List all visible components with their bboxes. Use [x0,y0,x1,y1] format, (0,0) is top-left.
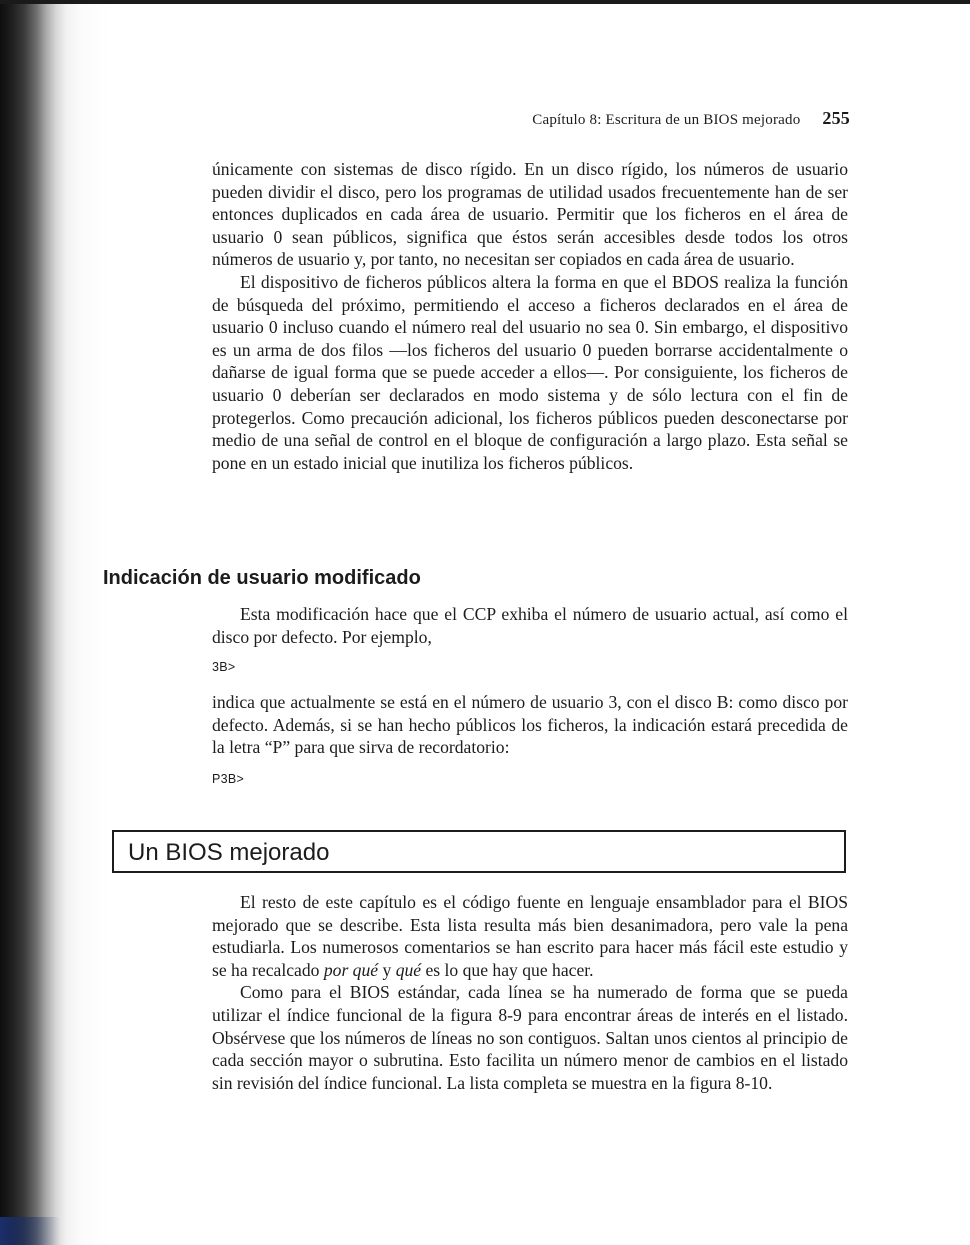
indicacion-paragraph-2: indica que actualmente se está en el número de usuario 3, con el disco B: como disco por defecto. Además, si se han hecho públicos los ficheros, la indicación estará precedida de la letra “P” para que sirva de recordatorio: [212,692,848,758]
intro-text [212,158,848,474]
bios-paragraph-2: Como para el BIOS estándar, cada línea se ha numerado de forma que se pueda utilizar el índice funcional de la figura 8-9 para encontrar áreas de interés en el listado. Obsérvese que los números de líneas no son contiguos. Saltan unos cientos al principio de cada sección mayor o subrutina. Esto facilita un número menor de cambios en el listado sin revisión del índice funcional. La lista completa se muestra en la figura 8-10. [212,982,848,1093]
intro-paragraph-2: El dispositivo de ficheros públicos altera la forma en que el BDOS realiza la función de búsqueda del próximo, permitiendo el acceso a ficheros declarados en el área de usuario 0 incluso cuando el número real del usuario no sea 0. Sin embargo, el dispositivo es un arma de dos filos —los ficheros del usuario 0 pueden borrarse accidentalmente o dañarse de igual forma que se puede acceder a ellos—. Por consiguiente, los ficheros de usuario 0 deberían ser declarados en modo sistema y de sólo lectura con el fin de protegerlos. Como precaución adicional, los ficheros públicos pueden desconectarse por medio de una señal de control en el bloque de configuración a largo plazo. Esta señal se pone en un estado inicial que inutiliza los ficheros públicos. [212,271,848,473]
emphasis-que: qué [395,959,422,980]
prompt-example-1: 3B> [212,660,236,674]
prompt-example-2: P3B> [212,772,245,786]
section-heading-bios: Un BIOS mejorado [128,839,330,866]
indicacion-paragraph-1: Esta modificación hace que el CCP exhiba el número de usuario actual, así como el disco por defecto. Por ejemplo, [212,604,848,647]
page-top-edge [0,0,970,4]
running-title: Capítulo 8: Escritura de un BIOS mejorado [532,112,801,128]
scan-edge-mark [0,1217,60,1245]
running-header [290,108,850,129]
bios-paragraph-1-part-a: El resto de este capítulo es el código fuente en lenguaje ensamblador para el BIOS mejorado que se describe. Esta lista resulta más bien desanimadora, pero vale la pena estudiarla. Los numerosos comentarios se han escrito para hacer más fácil este estudio y se ha recalcado [212,892,848,980]
bios-text [212,891,848,1094]
page-number: 255 [822,108,850,128]
emphasis-por-que: por qué [323,959,379,980]
bios-paragraph-1 [212,891,848,981]
bios-paragraph-1-part-b: y [378,959,396,980]
section-heading-indicacion: Indicación de usuario modificado [103,567,421,589]
indicacion-text-1 [212,603,848,648]
section-title-box [112,830,846,873]
indicacion-text-2 [212,691,848,759]
bios-paragraph-1-part-c: es lo que hay que hacer. [421,959,594,980]
intro-paragraph-1: únicamente con sistemas de disco rígido. En un disco rígido, los números de usuario pueden dividir el disco, pero los programas de utilidad usados frecuentemente han de ser entonces duplicados en cada área de usuario. Permitir que los ficheros en el área de usuario 0 sean públicos, significa que éstos serán accesibles desde todos los otros números de usuario y, por tanto, no necesitan ser copiados en cada área de usuario. [212,159,848,270]
